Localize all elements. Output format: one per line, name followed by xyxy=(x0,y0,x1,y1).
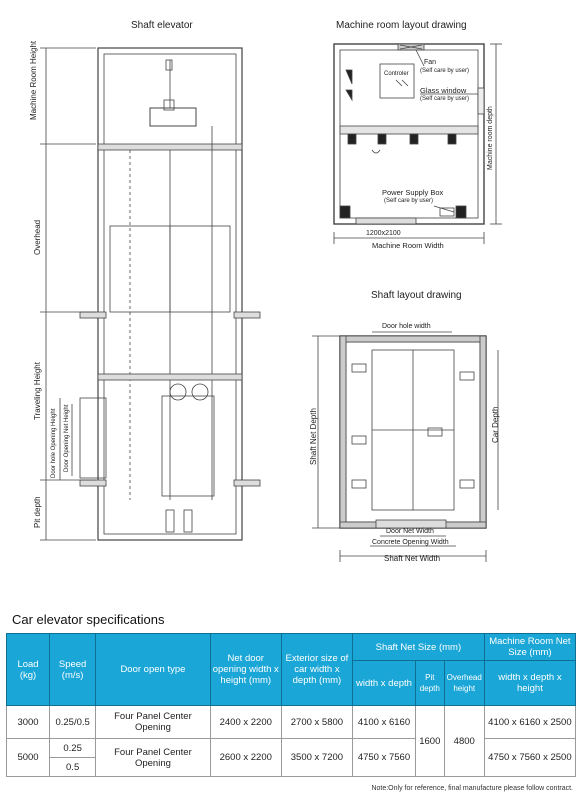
shaft-net-width-label: Shaft Net Width xyxy=(384,554,441,563)
header-shaft-wd: width x depth xyxy=(352,661,415,706)
label-door-opening-net-height: Door Opening Net Height xyxy=(64,404,70,472)
cell-mr: 4750 x 7560 x 2500 xyxy=(484,739,575,777)
shaft-elevator-title: Shaft elevator xyxy=(131,20,193,31)
spec-table xyxy=(6,633,576,777)
table-row xyxy=(7,706,576,739)
label-overhead: Overhead xyxy=(33,219,42,255)
window-note: (Self care by user) xyxy=(420,96,470,102)
header-net-door: Net door opening width x height (mm) xyxy=(210,634,281,706)
label-machine-room-height: Machine Room Height xyxy=(29,40,38,120)
cell-door: Four Panel Center Opening xyxy=(96,706,210,739)
cell-mr: 4100 x 6160 x 2500 xyxy=(484,706,575,739)
machine-room-title: Machine room layout drawing xyxy=(336,20,467,31)
cell-pit: 1600 xyxy=(415,706,444,777)
fan-label: Fan xyxy=(424,59,437,66)
header-exterior: Exterior size of car width x depth (mm) xyxy=(281,634,352,706)
car-depth-label: Car Depth xyxy=(491,406,500,443)
shaft-layout-title: Shaft layout drawing xyxy=(371,290,462,301)
header-machine-room: Machine Room Net Size (mm) xyxy=(484,634,575,661)
header-speed: Speed (m/s) xyxy=(50,634,96,706)
header-pit: Pit depth xyxy=(415,661,444,706)
label-pit-depth: Pit depth xyxy=(33,496,42,528)
cell-speed: 0.5 xyxy=(50,758,96,777)
fan-note: (Self care by user) xyxy=(420,68,470,74)
cell-shaft: 4750 x 7560 xyxy=(352,739,415,777)
cell-speed: 0.25/0.5 xyxy=(50,706,96,739)
spec-title: Car elevator specifications xyxy=(12,612,165,627)
header-load: Load (kg) xyxy=(7,634,50,706)
reference-note: Note:Only for reference, final manufacture please follow contract. xyxy=(371,785,573,792)
shaft-net-depth-label: Shaft Net Depth xyxy=(309,408,318,465)
label-door-hole-opening-height: Door hole Opening Height xyxy=(51,408,57,478)
controller-label: Controler xyxy=(384,71,409,77)
cell-load: 3000 xyxy=(7,706,50,739)
cell-speed: 0.25 xyxy=(50,739,96,758)
header-overhead: Overhead height xyxy=(444,661,484,706)
cell-overhead: 4800 xyxy=(444,706,484,777)
cell-net-door: 2400 x 2200 xyxy=(210,706,281,739)
cell-exterior: 3500 x 7200 xyxy=(281,739,352,777)
label-traveling-height: Traveling Height xyxy=(33,362,42,420)
cell-net-door: 2600 x 2200 xyxy=(210,739,281,777)
door-size-label: 1200x2100 xyxy=(366,230,401,237)
concrete-opening-width-label: Concrete Opening Width xyxy=(372,539,449,546)
machine-room-width-label: Machine Room Width xyxy=(372,241,444,250)
psb-label: Power Supply Box xyxy=(382,188,444,197)
cell-door: Four Panel Center Opening xyxy=(96,739,210,777)
machine-room-depth-label: Machine room depth xyxy=(487,106,494,170)
header-mr-wdh: width x depth x height xyxy=(484,661,575,706)
cell-shaft: 4100 x 6160 xyxy=(352,706,415,739)
window-label: Glass window xyxy=(420,86,467,95)
psb-note: (Self care by user) xyxy=(384,198,434,204)
header-shaft-net-size: Shaft Net Size (mm) xyxy=(352,634,484,661)
cell-load: 5000 xyxy=(7,739,50,777)
cell-exterior: 2700 x 5800 xyxy=(281,706,352,739)
header-door-type: Door open type xyxy=(96,634,210,706)
door-hole-width-label: Door hole width xyxy=(382,323,431,330)
door-net-width-label: Door Net Width xyxy=(386,528,434,535)
table-row xyxy=(7,739,576,758)
